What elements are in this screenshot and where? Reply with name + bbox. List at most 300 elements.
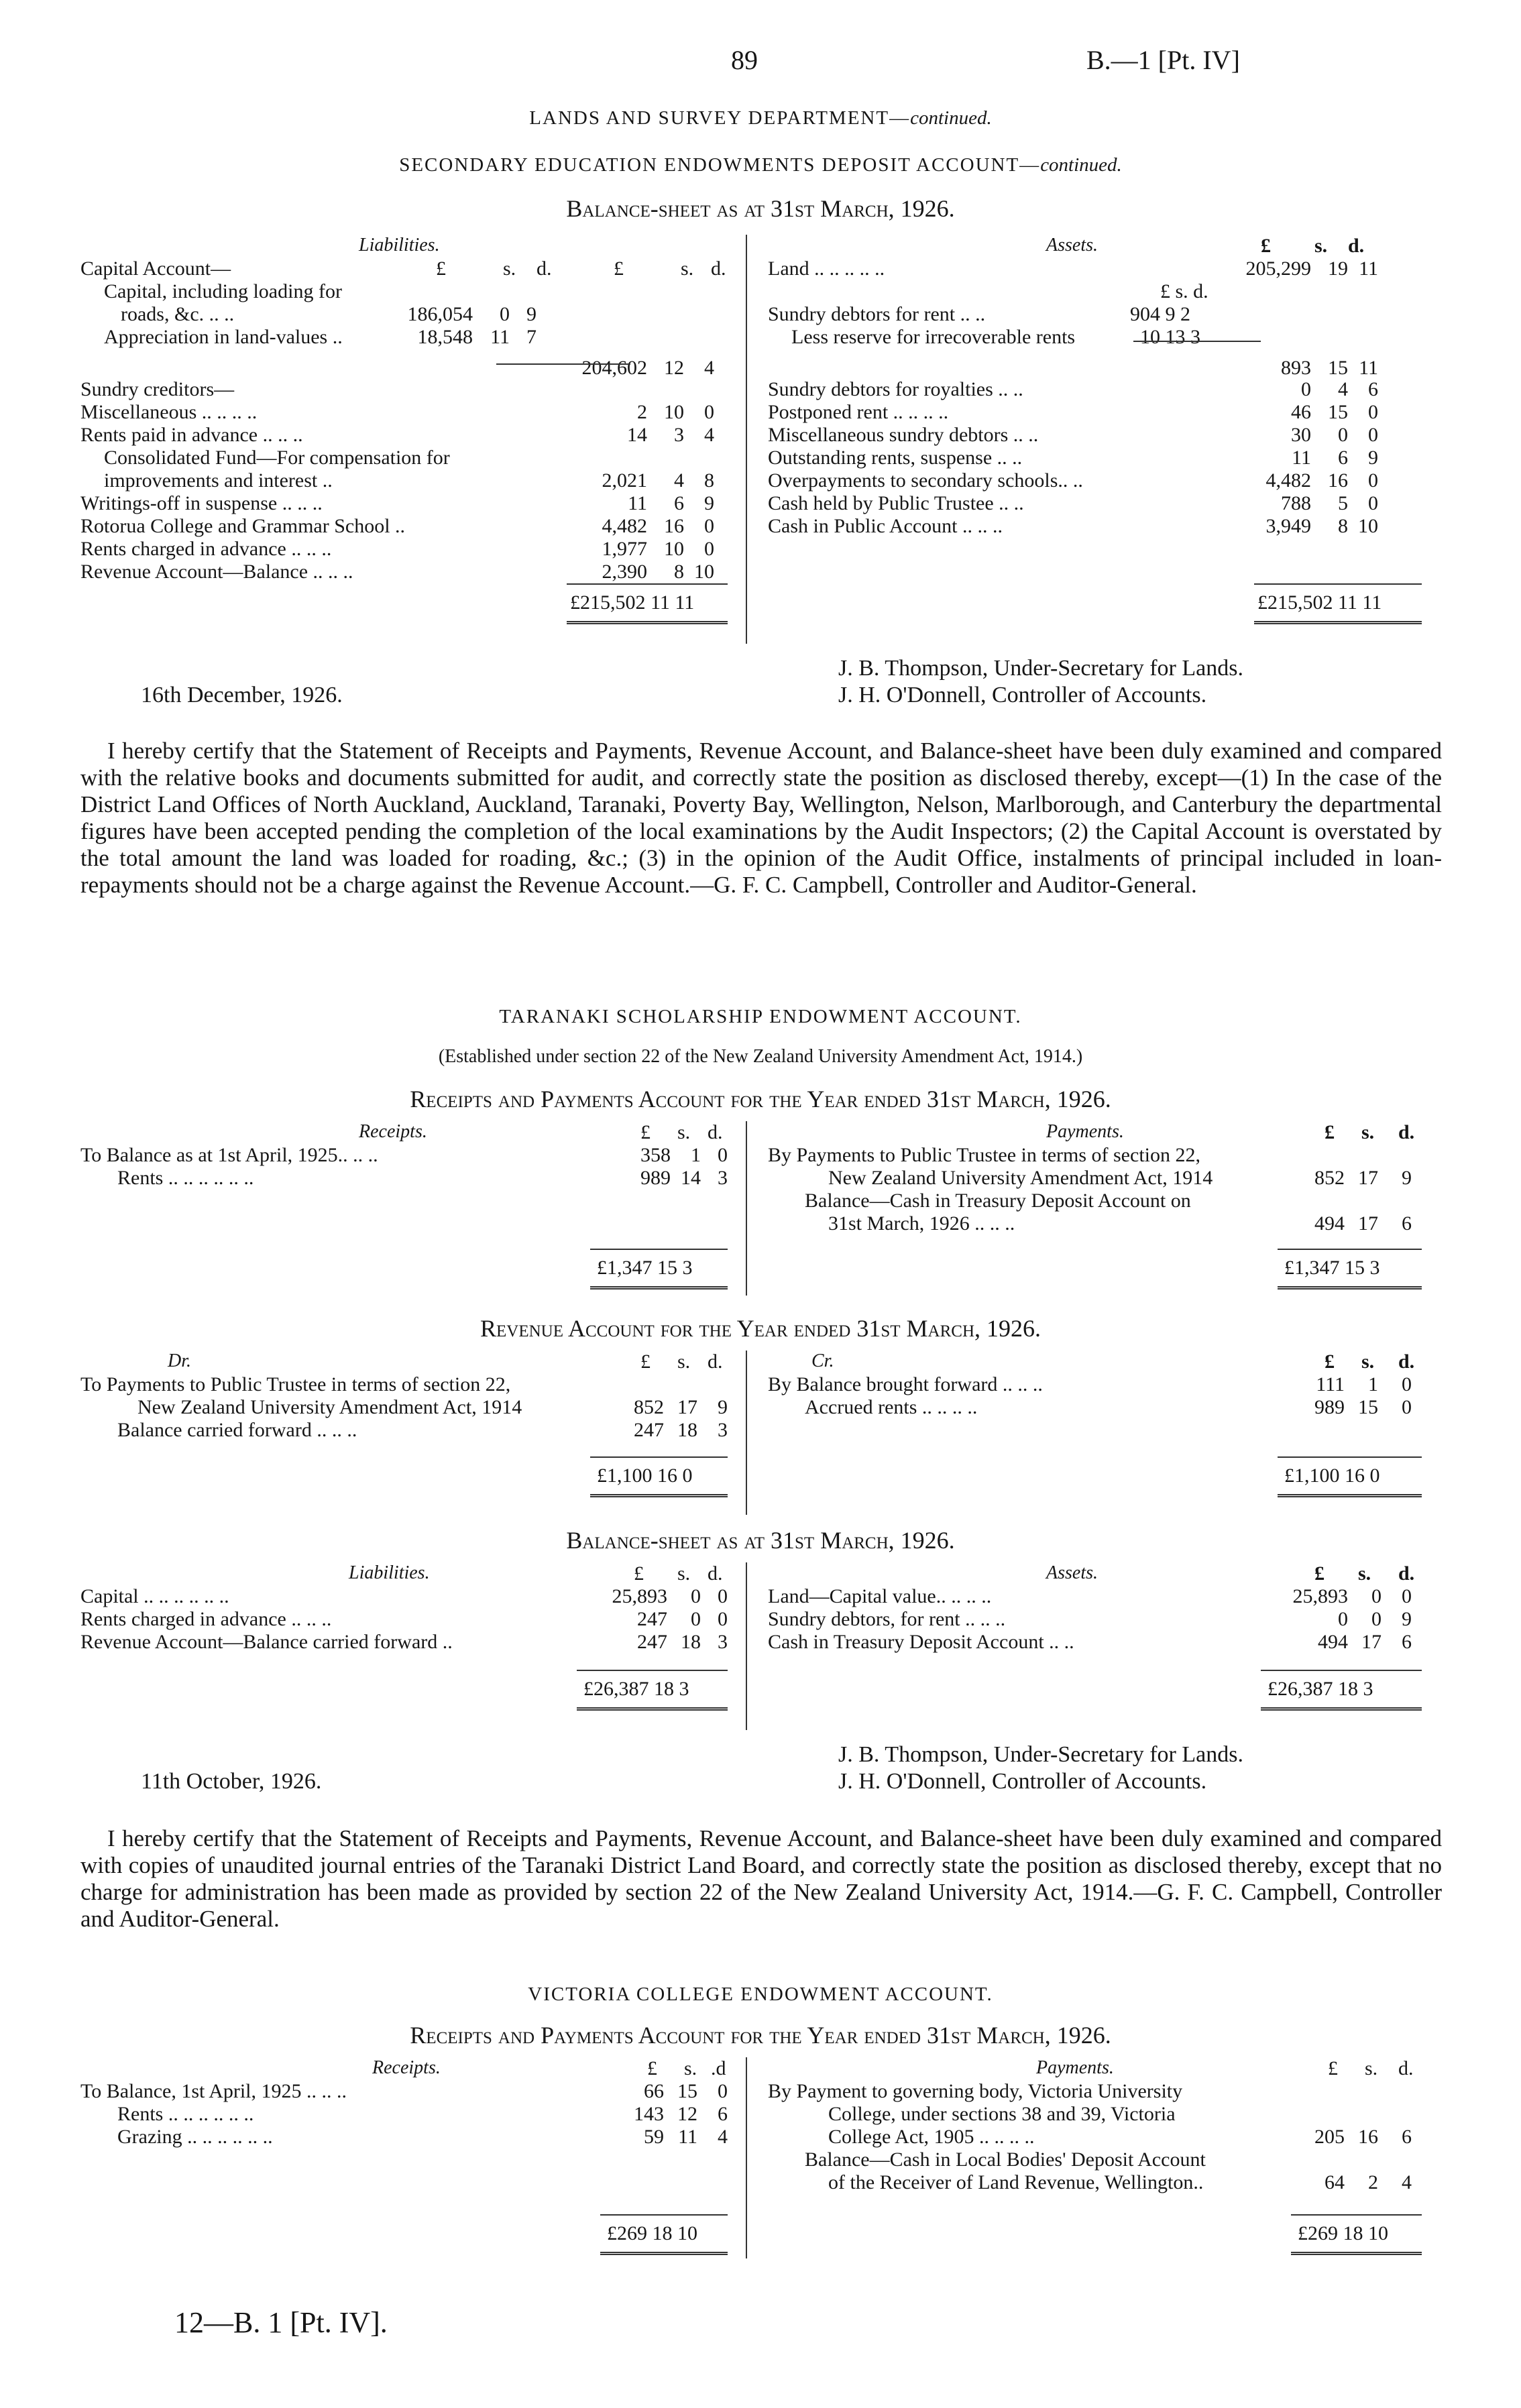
sec2-assets-table — [768, 1585, 1425, 1654]
row-shillings: 4 — [1338, 378, 1348, 400]
cur-pound: £ — [640, 1121, 651, 1143]
row-label: New Zealand University Amendment Act, 1914 — [828, 1167, 1213, 1189]
row-shillings: 8 — [1338, 515, 1348, 537]
row-label: Land—Capital value.. .. .. .. — [768, 1585, 992, 1607]
row-pence: 0 — [718, 1144, 728, 1166]
table-row — [80, 469, 731, 492]
row-pounds: 247 — [637, 1608, 667, 1630]
row-sub-currency: £ s. d. — [1160, 280, 1208, 302]
row-label: Capital Account— — [80, 257, 231, 280]
row-label: Cash held by Public Trustee .. .. — [768, 492, 1024, 514]
table-row — [768, 401, 1425, 424]
row-label: Rents .. .. .. .. .. .. — [117, 1167, 254, 1189]
row-pounds: 788 — [1281, 492, 1311, 514]
row-pence: 9 — [1402, 1608, 1412, 1630]
table-row — [768, 1190, 1425, 1212]
table-row — [768, 1144, 1425, 1167]
row-pounds: 46 — [1291, 401, 1311, 423]
cur-shilling: s. — [503, 257, 516, 280]
row-shillings: 0 — [1371, 1585, 1382, 1607]
table-row — [768, 492, 1425, 515]
sec1-column-divider — [746, 235, 747, 644]
sec3-payments-heading: Payments. — [1036, 2057, 1114, 2078]
sec2-payments-heading: Payments. — [1046, 1121, 1124, 1142]
row-pounds: 11 — [1292, 447, 1311, 469]
row-label: roads, &c. .. .. — [121, 303, 235, 325]
row-shillings: 1 — [1368, 1373, 1378, 1395]
row-pence: 10 — [1358, 515, 1378, 537]
sec2-payments-table — [768, 1144, 1425, 1235]
sec2-signatory-1: J. B. Thompson, Under-Secretary for Lands. — [838, 1742, 1243, 1767]
department-title-text: LANDS AND SURVEY DEPARTMENT— — [529, 107, 911, 129]
table-row — [768, 378, 1425, 401]
table-row — [768, 280, 1425, 303]
sec1-assets-table — [768, 257, 1425, 538]
row-shillings: 14 — [681, 1167, 701, 1189]
row-shillings: 4 — [674, 469, 684, 492]
row-label: Cash in Treasury Deposit Account .. .. — [768, 1631, 1074, 1653]
row-pounds: 204,602 — [581, 357, 647, 379]
table-row — [768, 1212, 1425, 1235]
sec3-column-divider — [746, 2057, 747, 2258]
row-pounds: 14 — [627, 424, 647, 446]
sec1-liabilities-table — [80, 257, 731, 583]
sec1-signatory-1: J. B. Thompson, Under-Secretary for Lands. — [838, 656, 1243, 681]
sec2-cr-total: £1,100 16 0 — [1284, 1465, 1380, 1487]
total-rule — [577, 1670, 728, 1671]
row-shillings: 2 — [1368, 2171, 1378, 2193]
row-pence: 6 — [1402, 1631, 1412, 1653]
total-rule — [600, 2214, 728, 2216]
row-shillings: 10 — [664, 401, 684, 423]
sec2-dr-table — [80, 1373, 731, 1442]
cur-shilling: s. — [1358, 1562, 1371, 1585]
cur-pound: £ — [1325, 1121, 1335, 1143]
cur-pound: £ — [1328, 2057, 1338, 2079]
cur-shilling: s. — [1361, 1121, 1375, 1143]
sec3-receipts-payments-title: Receipts and Payments Account for the Year ended 31st March, 1926. — [410, 2022, 1111, 2049]
row-pence: 9 — [1402, 1167, 1412, 1189]
table-row — [80, 401, 731, 424]
sec2-dr-heading: Dr. — [168, 1351, 192, 1371]
row-label: To Balance, 1st April, 1925 .. .. .. — [80, 2080, 347, 2102]
total-double-rule — [1278, 1286, 1422, 1289]
row-shillings: 17 — [1358, 1212, 1378, 1235]
table-row — [80, 303, 731, 326]
row-pence: 3 — [718, 1419, 728, 1441]
row-label: By Payments to Public Trustee in terms of section 22, — [768, 1144, 1200, 1166]
row-label: Consolidated Fund—For compensation for — [104, 447, 450, 469]
account-title-text: SECONDARY EDUCATION ENDOWMENTS DEPOSIT ACCOUNT— — [399, 154, 1041, 176]
row-pounds: 852 — [634, 1396, 664, 1418]
row-shillings: 12 — [664, 357, 684, 379]
sec2-cr-table — [768, 1373, 1425, 1419]
sec3-payments-table — [768, 2080, 1425, 2194]
total-rule — [1291, 2214, 1422, 2216]
table-row — [768, 424, 1425, 447]
row-label: Miscellaneous .. .. .. .. — [80, 401, 258, 423]
sec2-receipts-payments-title: Receipts and Payments Account for the Year ended 31st March, 1926. — [410, 1086, 1111, 1112]
cur-shilling: s. — [684, 2057, 697, 2079]
total-double-rule — [1291, 2252, 1422, 2255]
cur-pound: £ — [647, 2057, 657, 2079]
table-row — [768, 469, 1425, 492]
row-label: Outstanding rents, suspense .. .. — [768, 447, 1023, 469]
table-row — [768, 2126, 1425, 2148]
row-pounds: 358 — [640, 1144, 671, 1166]
sec2-assets-total: £26,387 18 3 — [1268, 1678, 1373, 1700]
row-shillings: 19 — [1328, 257, 1348, 280]
cur-pound: £ — [436, 257, 446, 280]
row-shillings: 12 — [677, 2103, 697, 2125]
total-double-rule — [1254, 621, 1422, 624]
row-shillings: 17 — [677, 1396, 697, 1418]
sec2-rev-column-divider — [746, 1351, 747, 1515]
sec2-audit-certificate: I hereby certify that the Statement of Receipts and Payments, Revenue Account, and Balance-sheet have been duly examined and compared with copies of unaudited journal entries of the Taranaki District Land Board, and correctly state the position as disclosed thereby, except that no charge for administration has been made as provided by section 22 of the New Zealand University Act, 1914.—G. F. C. Campbell, Controller and Auditor-General. — [80, 1825, 1442, 1932]
row-pounds: 0 — [1301, 378, 1311, 400]
row-pounds: 25,893 — [612, 1585, 667, 1607]
row-shillings: 6 — [1338, 447, 1348, 469]
sec3-receipts-heading: Receipts. — [372, 2057, 441, 2078]
table-row — [80, 2103, 731, 2126]
document-reference: B.—1 [Pt. IV] — [1086, 45, 1240, 75]
total-double-rule — [1278, 1494, 1422, 1497]
table-row — [80, 257, 731, 280]
row-pounds: 18,548 — [417, 326, 473, 348]
total-rule — [1254, 583, 1422, 585]
row-label: of the Receiver of Land Revenue, Wellington.. — [828, 2171, 1204, 2193]
sec1-signatory-2: J. H. O'Donnell, Controller of Accounts. — [838, 683, 1207, 707]
row-pence: 3 — [718, 1167, 728, 1189]
row-shillings: 18 — [677, 1419, 697, 1441]
table-row — [768, 1396, 1425, 1419]
row-pence: 0 — [718, 1585, 728, 1607]
row-label: Sundry debtors for rent .. .. — [768, 303, 986, 325]
table-row — [80, 1585, 731, 1608]
row-label: Revenue Account—Balance .. .. .. — [80, 561, 353, 583]
row-pence: 6 — [1402, 2126, 1412, 2148]
table-row — [768, 1373, 1425, 1396]
row-label: Accrued rents .. .. .. .. — [805, 1396, 978, 1418]
table-row — [768, 326, 1425, 349]
row-pounds: 111 — [1316, 1373, 1345, 1395]
sec2-date: 11th October, 1926. — [141, 1769, 322, 1794]
row-label: Sundry debtors, for rent .. .. .. — [768, 1608, 1006, 1630]
row-pence: 10 — [694, 561, 714, 583]
table-row — [768, 2103, 1425, 2126]
table-row — [80, 1373, 731, 1396]
row-label: Rents charged in advance .. .. .. — [80, 538, 332, 560]
row-pounds: 1,977 — [602, 538, 647, 560]
cur-pound: £ — [640, 1351, 651, 1373]
row-label: Balance—Cash in Local Bodies' Deposit Account — [805, 2148, 1206, 2171]
row-pounds: 0 — [1338, 1608, 1348, 1630]
sec2-liabilities-table — [80, 1585, 731, 1654]
row-pounds: 2 — [637, 401, 647, 423]
subtotal-rule — [1133, 341, 1261, 342]
row-shillings: 10 — [664, 538, 684, 560]
table-row — [768, 349, 1425, 378]
row-shillings: 11 — [678, 2126, 697, 2148]
table-row — [80, 326, 731, 349]
table-row — [80, 561, 731, 583]
table-row — [768, 515, 1425, 538]
table-row — [80, 447, 731, 469]
sec1-title: Balance-sheet as at 31st March, 1926. — [566, 195, 955, 222]
row-pence: 4 — [1402, 2171, 1412, 2193]
row-sub-amount: 10 13 3 — [1140, 326, 1200, 348]
table-row — [768, 303, 1425, 326]
row-shillings: 15 — [1358, 1396, 1378, 1418]
total-rule — [590, 1456, 728, 1458]
sec1-date: 16th December, 1926. — [141, 683, 343, 707]
total-double-rule — [590, 1286, 728, 1289]
row-pence: 9 — [526, 303, 537, 325]
table-row — [768, 1608, 1425, 1631]
row-pence: 11 — [1359, 357, 1378, 379]
sec1-liabilities-heading: Liabilities. — [359, 235, 440, 255]
row-shillings: 8 — [674, 561, 684, 583]
cur-pence: d. — [711, 257, 726, 280]
row-pence: 0 — [718, 2080, 728, 2102]
row-shillings: 0 — [500, 303, 510, 325]
cur-pound: £ — [1261, 235, 1271, 257]
total-rule — [567, 583, 728, 585]
table-row — [80, 492, 731, 515]
row-label: Balance—Cash in Treasury Deposit Account on — [805, 1190, 1191, 1212]
table-row — [80, 1167, 731, 1190]
row-shillings: 1 — [691, 1144, 701, 1166]
row-label: Less reserve for irrecoverable rents — [791, 326, 1076, 348]
row-label: Overpayments to secondary schools.. .. — [768, 469, 1083, 492]
total-rule — [1278, 1249, 1422, 1250]
sec2-bs-column-divider — [746, 1562, 747, 1730]
cur-pence: d. — [708, 1562, 723, 1585]
table-row — [768, 2080, 1425, 2103]
department-title — [0, 107, 1521, 129]
total-double-rule — [1261, 1707, 1422, 1711]
cur-pence: d. — [1398, 1351, 1415, 1373]
row-label: Revenue Account—Balance carried forward .. — [80, 1631, 453, 1653]
cur-pence: d. — [1398, 1121, 1415, 1143]
row-pounds: 989 — [640, 1167, 671, 1189]
row-pounds: 186,054 — [407, 303, 473, 325]
row-pence: 6 — [1402, 1212, 1412, 1235]
sec1-audit-certificate: I hereby certify that the Statement of Receipts and Payments, Revenue Account, and Balance-sheet have been duly examined and compared with the relative books and documents submitted for audit, and correctly state the position as disclosed thereby, except—(1) In the case of the District Land Offices of North Auckland, Auckland, Taranaki, Poverty Bay, Wellington, Nelson, Marlborough, and Canterbury the departmental figures have been accepted pending the completion of the local examinations by the Audit Inspectors; (2) the Capital Account is overstated by the total amount the land was loaded for roading, &c.; (3) in the opinion of the Audit Office, instalments of principal included in loan-repayments should not be a charge against the Revenue Account.—G. F. C. Campbell, Controller and Auditor-General. — [80, 738, 1442, 898]
sec2-assets-heading: Assets. — [1046, 1562, 1098, 1583]
row-pence: 4 — [704, 424, 714, 446]
row-pence: 8 — [704, 469, 714, 492]
row-pence: 6 — [718, 2103, 728, 2125]
row-shillings: 16 — [664, 515, 684, 537]
sec2-title: TARANAKI SCHOLARSHIP ENDOWMENT ACCOUNT. — [499, 1006, 1022, 1027]
table-row — [80, 515, 731, 538]
total-rule — [1261, 1670, 1422, 1671]
row-shillings: 0 — [691, 1608, 701, 1630]
cur-pound: £ — [1325, 1351, 1335, 1373]
cur-shilling: s. — [1365, 2057, 1378, 2079]
row-pounds: 30 — [1291, 424, 1311, 446]
row-pounds: 2,390 — [602, 561, 647, 583]
cur-pound: £ — [614, 257, 624, 280]
table-row — [80, 378, 731, 401]
total-rule — [590, 1249, 728, 1250]
sec2-rp-column-divider — [746, 1121, 747, 1296]
row-label: Cash in Public Account .. .. .. — [768, 515, 1003, 537]
row-shillings: 15 — [1328, 401, 1348, 423]
department-title-suffix: continued. — [910, 107, 992, 129]
sec3-receipts-table — [80, 2080, 731, 2148]
account-title — [0, 154, 1521, 176]
sec3-title: VICTORIA COLLEGE ENDOWMENT ACCOUNT. — [528, 1984, 993, 2005]
row-shillings: 3 — [674, 424, 684, 446]
row-shillings: 17 — [1361, 1631, 1382, 1653]
row-shillings: 16 — [1328, 469, 1348, 492]
table-row — [768, 1167, 1425, 1190]
table-row — [768, 257, 1425, 280]
row-pounds: 205,299 — [1245, 257, 1311, 280]
row-pence: 0 — [1368, 401, 1378, 423]
cur-shilling: s. — [677, 1121, 691, 1143]
row-pence: 9 — [718, 1396, 728, 1418]
row-pence: 0 — [1368, 469, 1378, 492]
row-label: Rents charged in advance .. .. .. — [80, 1608, 332, 1630]
row-label: Land .. .. .. .. .. — [768, 257, 885, 280]
row-label: Writings-off in suspense .. .. .. — [80, 492, 323, 514]
row-pence: 0 — [1368, 424, 1378, 446]
table-row — [80, 1144, 731, 1167]
row-pounds: 247 — [637, 1631, 667, 1653]
row-pence: 4 — [718, 2126, 728, 2148]
sec2-liabilities-total: £26,387 18 3 — [583, 1678, 689, 1700]
table-row — [80, 1631, 731, 1654]
row-label: College, under sections 38 and 39, Victoria — [828, 2103, 1176, 2125]
table-row — [80, 2126, 731, 2148]
row-label: Balance carried forward .. .. .. — [117, 1419, 357, 1441]
table-row — [768, 447, 1425, 469]
row-shillings: 11 — [490, 326, 510, 348]
table-row — [768, 2171, 1425, 2194]
row-label: New Zealand University Amendment Act, 1914 — [137, 1396, 522, 1418]
table-row — [768, 1631, 1425, 1654]
cur-shilling: s. — [677, 1562, 691, 1585]
row-shillings: 5 — [1338, 492, 1348, 514]
row-pounds: 494 — [1314, 1212, 1345, 1235]
row-shillings: 0 — [1371, 1608, 1382, 1630]
row-label: Sundry debtors for royalties .. .. — [768, 378, 1023, 400]
sec1-assets-heading: Assets. — [1046, 235, 1098, 255]
page-number: 89 — [731, 45, 758, 75]
cur-pound: £ — [634, 1562, 644, 1585]
sec2-subtitle: (Established under section 22 of the New Zealand University Amendment Act, 1914.) — [438, 1046, 1083, 1067]
table-row — [80, 280, 731, 303]
row-pence: 0 — [718, 1608, 728, 1630]
row-label: To Payments to Public Trustee in terms of section 22, — [80, 1373, 511, 1395]
row-pence: 0 — [704, 538, 714, 560]
cur-pence: d. — [708, 1121, 723, 1143]
table-row — [80, 1419, 731, 1442]
row-shillings: 18 — [681, 1631, 701, 1653]
sec2-signatory-2: J. H. O'Donnell, Controller of Accounts. — [838, 1769, 1207, 1794]
table-row — [80, 2080, 731, 2103]
sec3-payments-total: £269 18 10 — [1298, 2222, 1388, 2244]
row-label: Sundry creditors— — [80, 378, 235, 400]
cur-pence: d. — [537, 257, 552, 280]
row-shillings: 15 — [1328, 357, 1348, 379]
row-pence: 0 — [1368, 492, 1378, 514]
row-label: College Act, 1905 .. .. .. .. — [828, 2126, 1035, 2148]
sec2-balance-sheet-title: Balance-sheet as at 31st March, 1926. — [566, 1527, 955, 1554]
cur-pence: d. — [1398, 1562, 1415, 1585]
row-shillings: 15 — [677, 2080, 697, 2102]
row-shillings: 17 — [1358, 1167, 1378, 1189]
row-pence: 0 — [1402, 1373, 1412, 1395]
account-title-suffix: continued. — [1040, 154, 1122, 176]
cur-shilling: s. — [1314, 235, 1328, 257]
cur-shilling: s. — [677, 1351, 691, 1373]
row-pence: 9 — [704, 492, 714, 514]
sec3-receipts-total: £269 18 10 — [607, 2222, 697, 2244]
row-pounds: 4,482 — [602, 515, 647, 537]
row-pounds: 2,021 — [602, 469, 647, 492]
sec2-receipts-heading: Receipts. — [359, 1121, 427, 1142]
row-label: Capital, including loading for — [104, 280, 342, 302]
row-pounds: 494 — [1318, 1631, 1348, 1653]
row-pounds: 893 — [1281, 357, 1311, 379]
total-double-rule — [590, 1494, 728, 1497]
row-pence: 6 — [1368, 378, 1378, 400]
row-label: Grazing .. .. .. .. .. .. — [117, 2126, 273, 2148]
table-row — [80, 424, 731, 447]
row-pounds: 247 — [634, 1419, 664, 1441]
cur-pence: d. — [708, 1351, 723, 1373]
row-pounds: 64 — [1325, 2171, 1345, 2193]
row-label: Postponed rent .. .. .. .. — [768, 401, 949, 423]
sec2-receipts-table — [80, 1144, 731, 1190]
row-pence: 0 — [704, 515, 714, 537]
row-pounds: 205 — [1314, 2126, 1345, 2148]
row-shillings: 6 — [674, 492, 684, 514]
subtotal-rule — [496, 363, 630, 365]
row-pounds: 989 — [1314, 1396, 1345, 1418]
row-label: Rotorua College and Grammar School .. — [80, 515, 406, 537]
row-label: improvements and interest .. — [104, 469, 333, 492]
row-label: 31st March, 1926 .. .. .. — [828, 1212, 1015, 1235]
row-label: By Payment to governing body, Victoria University — [768, 2080, 1183, 2102]
row-label: Appreciation in land-values .. — [104, 326, 343, 348]
sec2-cr-heading: Cr. — [811, 1351, 834, 1371]
cur-pence: d. — [1348, 235, 1365, 257]
cur-pound: £ — [1314, 1562, 1325, 1585]
total-double-rule — [567, 621, 728, 624]
row-label: Rents paid in advance .. .. .. — [80, 424, 303, 446]
row-pence: 0 — [1402, 1585, 1412, 1607]
row-shillings: 16 — [1358, 2126, 1378, 2148]
row-label: To Balance as at 1st April, 1925.. .. .. — [80, 1144, 378, 1166]
row-label: Miscellaneous sundry debtors .. .. — [768, 424, 1039, 446]
cur-shilling: s. — [1361, 1351, 1375, 1373]
row-pounds: 852 — [1314, 1167, 1345, 1189]
total-rule — [1278, 1456, 1422, 1458]
row-pounds: 3,949 — [1265, 515, 1311, 537]
table-row — [80, 1608, 731, 1631]
row-pence: 7 — [526, 326, 537, 348]
table-row — [80, 1396, 731, 1419]
sec2-dr-total: £1,100 16 0 — [597, 1465, 693, 1487]
sec2-payments-total: £1,347 15 3 — [1284, 1257, 1380, 1279]
row-pounds: 143 — [634, 2103, 664, 2125]
total-double-rule — [600, 2252, 728, 2255]
